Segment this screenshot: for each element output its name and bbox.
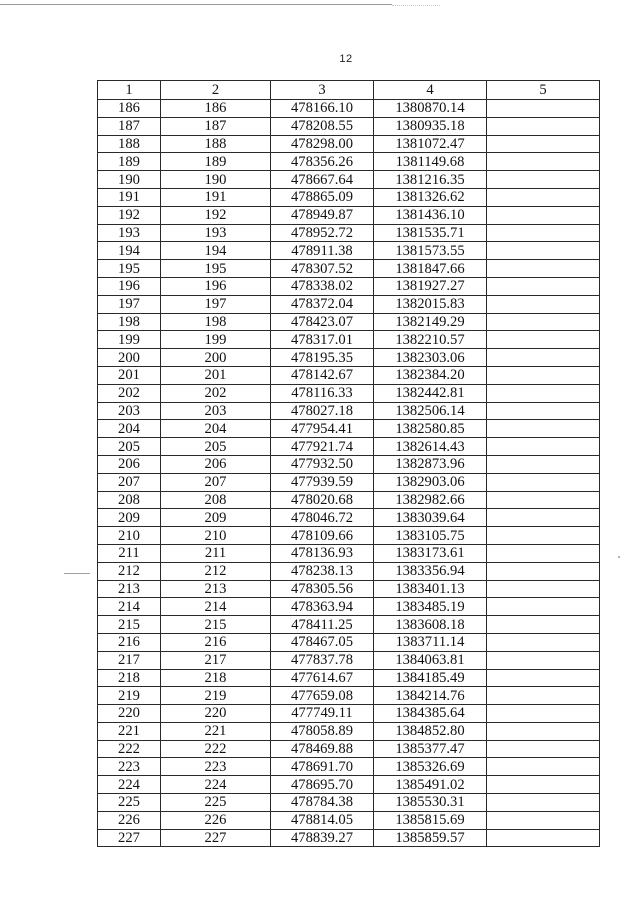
- y-coordinate-cell: 1385815.69: [374, 811, 487, 829]
- note-cell: [487, 722, 600, 740]
- x-coordinate-cell: 478952.72: [271, 224, 374, 242]
- note-cell: [487, 669, 600, 687]
- y-coordinate-cell: 1382873.96: [374, 455, 487, 473]
- row-number-cell: 191: [98, 188, 161, 206]
- row-number-cell: 189: [98, 153, 161, 171]
- x-coordinate-cell: 478372.04: [271, 295, 374, 313]
- row-number-cell: 224: [98, 776, 161, 794]
- note-cell: [487, 616, 600, 634]
- x-coordinate-cell: 478136.93: [271, 544, 374, 562]
- x-coordinate-cell: 478020.68: [271, 491, 374, 509]
- row-number-cell: 200: [98, 349, 161, 367]
- scan-margin-mark: [64, 573, 90, 574]
- table-row: [98, 633, 600, 651]
- x-coordinate-cell: 478109.66: [271, 527, 374, 545]
- x-coordinate-cell: 478363.94: [271, 598, 374, 616]
- table-row: [98, 598, 600, 616]
- note-cell: [487, 438, 600, 456]
- note-cell: [487, 527, 600, 545]
- note-cell: [487, 544, 600, 562]
- y-coordinate-cell: 1384214.76: [374, 687, 487, 705]
- row-number-cell: 210: [98, 527, 161, 545]
- row-number-cell: 194: [98, 242, 161, 260]
- point-number-cell: 209: [161, 509, 271, 527]
- x-coordinate-cell: 478865.09: [271, 188, 374, 206]
- y-coordinate-cell: 1383711.14: [374, 633, 487, 651]
- x-coordinate-cell: 477614.67: [271, 669, 374, 687]
- point-number-cell: 194: [161, 242, 271, 260]
- y-coordinate-cell: 1382614.43: [374, 438, 487, 456]
- row-number-cell: 190: [98, 171, 161, 189]
- table-row: [98, 491, 600, 509]
- note-cell: [487, 562, 600, 580]
- column-header-5: 5: [487, 81, 600, 100]
- x-coordinate-cell: 478839.27: [271, 829, 374, 847]
- point-number-cell: 219: [161, 687, 271, 705]
- point-number-cell: 192: [161, 206, 271, 224]
- table-row: [98, 651, 600, 669]
- table-row: [98, 776, 600, 794]
- y-coordinate-cell: 1381149.68: [374, 153, 487, 171]
- table-row: [98, 100, 600, 118]
- note-cell: [487, 188, 600, 206]
- note-cell: [487, 402, 600, 420]
- y-coordinate-cell: 1384185.49: [374, 669, 487, 687]
- note-cell: [487, 687, 600, 705]
- x-coordinate-cell: 478238.13: [271, 562, 374, 580]
- row-number-cell: 195: [98, 260, 161, 278]
- table-row: [98, 313, 600, 331]
- point-number-cell: 206: [161, 455, 271, 473]
- y-coordinate-cell: 1382015.83: [374, 295, 487, 313]
- table-row: [98, 794, 600, 812]
- page-number: 12: [339, 53, 353, 65]
- y-coordinate-cell: 1385491.02: [374, 776, 487, 794]
- row-number-cell: 223: [98, 758, 161, 776]
- row-number-cell: 197: [98, 295, 161, 313]
- point-number-cell: 200: [161, 349, 271, 367]
- row-number-cell: 205: [98, 438, 161, 456]
- table-row: [98, 455, 600, 473]
- point-number-cell: 220: [161, 705, 271, 723]
- table-header-row: [98, 81, 600, 100]
- x-coordinate-cell: 478784.38: [271, 794, 374, 812]
- x-coordinate-cell: 478208.55: [271, 117, 374, 135]
- row-number-cell: 193: [98, 224, 161, 242]
- note-cell: [487, 811, 600, 829]
- x-coordinate-cell: 478166.10: [271, 100, 374, 118]
- y-coordinate-cell: 1382982.66: [374, 491, 487, 509]
- table-row: [98, 366, 600, 384]
- x-coordinate-cell: 477659.08: [271, 687, 374, 705]
- y-coordinate-cell: 1383039.64: [374, 509, 487, 527]
- y-coordinate-cell: 1382210.57: [374, 331, 487, 349]
- header-rule-faint: [392, 5, 440, 6]
- table-header: [98, 81, 600, 100]
- point-number-cell: 202: [161, 384, 271, 402]
- table-row: [98, 473, 600, 491]
- row-number-cell: 202: [98, 384, 161, 402]
- point-number-cell: 213: [161, 580, 271, 598]
- y-coordinate-cell: 1381847.66: [374, 260, 487, 278]
- y-coordinate-cell: 1381927.27: [374, 277, 487, 295]
- note-cell: [487, 171, 600, 189]
- point-number-cell: 188: [161, 135, 271, 153]
- note-cell: [487, 705, 600, 723]
- x-coordinate-cell: 478469.88: [271, 740, 374, 758]
- row-number-cell: 211: [98, 544, 161, 562]
- x-coordinate-cell: 478195.35: [271, 349, 374, 367]
- point-number-cell: 199: [161, 331, 271, 349]
- table-row: [98, 277, 600, 295]
- table-row: [98, 740, 600, 758]
- y-coordinate-cell: 1384063.81: [374, 651, 487, 669]
- column-header-4: 4: [374, 81, 487, 100]
- row-number-cell: 199: [98, 331, 161, 349]
- y-coordinate-cell: 1383105.75: [374, 527, 487, 545]
- y-coordinate-cell: 1381326.62: [374, 188, 487, 206]
- y-coordinate-cell: 1383173.61: [374, 544, 487, 562]
- table-row: [98, 117, 600, 135]
- table-row: [98, 616, 600, 634]
- row-number-cell: 188: [98, 135, 161, 153]
- point-number-cell: 204: [161, 420, 271, 438]
- x-coordinate-cell: 477749.11: [271, 705, 374, 723]
- point-number-cell: 226: [161, 811, 271, 829]
- point-number-cell: 187: [161, 117, 271, 135]
- table-row: [98, 171, 600, 189]
- note-cell: [487, 135, 600, 153]
- row-number-cell: 220: [98, 705, 161, 723]
- y-coordinate-cell: 1381072.47: [374, 135, 487, 153]
- note-cell: [487, 758, 600, 776]
- x-coordinate-cell: 478142.67: [271, 366, 374, 384]
- point-number-cell: 195: [161, 260, 271, 278]
- point-number-cell: 227: [161, 829, 271, 847]
- row-number-cell: 198: [98, 313, 161, 331]
- y-coordinate-cell: 1385377.47: [374, 740, 487, 758]
- y-coordinate-cell: 1380935.18: [374, 117, 487, 135]
- row-number-cell: 225: [98, 794, 161, 812]
- row-number-cell: 212: [98, 562, 161, 580]
- x-coordinate-cell: 478423.07: [271, 313, 374, 331]
- table-row: [98, 206, 600, 224]
- table-row: [98, 242, 600, 260]
- row-number-cell: 215: [98, 616, 161, 634]
- point-number-cell: 221: [161, 722, 271, 740]
- note-cell: [487, 740, 600, 758]
- table-row: [98, 349, 600, 367]
- table-row: [98, 562, 600, 580]
- table-row: [98, 509, 600, 527]
- note-cell: [487, 491, 600, 509]
- y-coordinate-cell: 1383356.94: [374, 562, 487, 580]
- x-coordinate-cell: 477932.50: [271, 455, 374, 473]
- note-cell: [487, 366, 600, 384]
- row-number-cell: 216: [98, 633, 161, 651]
- note-cell: [487, 260, 600, 278]
- x-coordinate-cell: 478814.05: [271, 811, 374, 829]
- table-row: [98, 705, 600, 723]
- x-coordinate-cell: 477921.74: [271, 438, 374, 456]
- table-row: [98, 153, 600, 171]
- point-number-cell: 208: [161, 491, 271, 509]
- y-coordinate-cell: 1381573.55: [374, 242, 487, 260]
- point-number-cell: 217: [161, 651, 271, 669]
- note-cell: [487, 776, 600, 794]
- point-number-cell: 205: [161, 438, 271, 456]
- y-coordinate-cell: 1382442.81: [374, 384, 487, 402]
- y-coordinate-cell: 1380870.14: [374, 100, 487, 118]
- table-row: [98, 402, 600, 420]
- column-header-3: 3: [271, 81, 374, 100]
- row-number-cell: 201: [98, 366, 161, 384]
- x-coordinate-cell: 478046.72: [271, 509, 374, 527]
- x-coordinate-cell: 478307.52: [271, 260, 374, 278]
- y-coordinate-cell: 1384385.64: [374, 705, 487, 723]
- x-coordinate-cell: 478667.64: [271, 171, 374, 189]
- note-cell: [487, 651, 600, 669]
- row-number-cell: 209: [98, 509, 161, 527]
- point-number-cell: 224: [161, 776, 271, 794]
- x-coordinate-cell: 478298.00: [271, 135, 374, 153]
- y-coordinate-cell: 1383401.13: [374, 580, 487, 598]
- table-row: [98, 384, 600, 402]
- row-number-cell: 213: [98, 580, 161, 598]
- y-coordinate-cell: 1385859.57: [374, 829, 487, 847]
- x-coordinate-cell: 478317.01: [271, 331, 374, 349]
- point-number-cell: 225: [161, 794, 271, 812]
- note-cell: [487, 580, 600, 598]
- point-number-cell: 190: [161, 171, 271, 189]
- x-coordinate-cell: 478356.26: [271, 153, 374, 171]
- x-coordinate-cell: 478949.87: [271, 206, 374, 224]
- x-coordinate-cell: 478338.02: [271, 277, 374, 295]
- point-number-cell: 222: [161, 740, 271, 758]
- note-cell: [487, 384, 600, 402]
- table-row: [98, 687, 600, 705]
- x-coordinate-cell: 477939.59: [271, 473, 374, 491]
- note-cell: [487, 794, 600, 812]
- point-number-cell: 203: [161, 402, 271, 420]
- x-coordinate-cell: 478411.25: [271, 616, 374, 634]
- note-cell: [487, 242, 600, 260]
- point-number-cell: 218: [161, 669, 271, 687]
- table-row: [98, 544, 600, 562]
- point-number-cell: 186: [161, 100, 271, 118]
- y-coordinate-cell: 1383608.18: [374, 616, 487, 634]
- x-coordinate-cell: 478695.70: [271, 776, 374, 794]
- x-coordinate-cell: 478911.38: [271, 242, 374, 260]
- point-number-cell: 211: [161, 544, 271, 562]
- y-coordinate-cell: 1381535.71: [374, 224, 487, 242]
- y-coordinate-cell: 1382149.29: [374, 313, 487, 331]
- row-number-cell: 204: [98, 420, 161, 438]
- table-row: [98, 811, 600, 829]
- table-row: [98, 135, 600, 153]
- point-number-cell: 216: [161, 633, 271, 651]
- y-coordinate-cell: 1382384.20: [374, 366, 487, 384]
- note-cell: [487, 349, 600, 367]
- table-row: [98, 580, 600, 598]
- y-coordinate-cell: 1382903.06: [374, 473, 487, 491]
- row-number-cell: 192: [98, 206, 161, 224]
- point-number-cell: 212: [161, 562, 271, 580]
- coordinates-table: [97, 80, 600, 847]
- point-number-cell: 189: [161, 153, 271, 171]
- x-coordinate-cell: 478058.89: [271, 722, 374, 740]
- note-cell: [487, 331, 600, 349]
- table-row: [98, 829, 600, 847]
- note-cell: [487, 224, 600, 242]
- x-coordinate-cell: 478027.18: [271, 402, 374, 420]
- table-row: [98, 188, 600, 206]
- y-coordinate-cell: 1381436.10: [374, 206, 487, 224]
- point-number-cell: 191: [161, 188, 271, 206]
- row-number-cell: 207: [98, 473, 161, 491]
- note-cell: [487, 277, 600, 295]
- table-row: [98, 722, 600, 740]
- row-number-cell: 221: [98, 722, 161, 740]
- row-number-cell: 208: [98, 491, 161, 509]
- row-number-cell: 227: [98, 829, 161, 847]
- x-coordinate-cell: 477954.41: [271, 420, 374, 438]
- point-number-cell: 214: [161, 598, 271, 616]
- note-cell: [487, 313, 600, 331]
- scan-dot-mark: [618, 556, 620, 558]
- table-body: [98, 100, 600, 847]
- note-cell: [487, 117, 600, 135]
- x-coordinate-cell: 478691.70: [271, 758, 374, 776]
- y-coordinate-cell: 1384852.80: [374, 722, 487, 740]
- row-number-cell: 222: [98, 740, 161, 758]
- point-number-cell: 207: [161, 473, 271, 491]
- y-coordinate-cell: 1385326.69: [374, 758, 487, 776]
- column-header-2: 2: [161, 81, 271, 100]
- point-number-cell: 201: [161, 366, 271, 384]
- row-number-cell: 206: [98, 455, 161, 473]
- note-cell: [487, 473, 600, 491]
- header-rule: [0, 4, 392, 5]
- note-cell: [487, 295, 600, 313]
- row-number-cell: 187: [98, 117, 161, 135]
- point-number-cell: 215: [161, 616, 271, 634]
- note-cell: [487, 598, 600, 616]
- note-cell: [487, 420, 600, 438]
- x-coordinate-cell: 478116.33: [271, 384, 374, 402]
- x-coordinate-cell: 478467.05: [271, 633, 374, 651]
- point-number-cell: 223: [161, 758, 271, 776]
- note-cell: [487, 206, 600, 224]
- point-number-cell: 196: [161, 277, 271, 295]
- y-coordinate-cell: 1382303.06: [374, 349, 487, 367]
- column-header-1: 1: [98, 81, 161, 100]
- y-coordinate-cell: 1383485.19: [374, 598, 487, 616]
- table-row: [98, 758, 600, 776]
- note-cell: [487, 829, 600, 847]
- y-coordinate-cell: 1385530.31: [374, 794, 487, 812]
- table-row: [98, 260, 600, 278]
- point-number-cell: 198: [161, 313, 271, 331]
- row-number-cell: 214: [98, 598, 161, 616]
- note-cell: [487, 455, 600, 473]
- note-cell: [487, 153, 600, 171]
- table-row: [98, 331, 600, 349]
- x-coordinate-cell: 478305.56: [271, 580, 374, 598]
- table-row: [98, 224, 600, 242]
- row-number-cell: 203: [98, 402, 161, 420]
- table-row: [98, 420, 600, 438]
- table-row: [98, 438, 600, 456]
- row-number-cell: 219: [98, 687, 161, 705]
- note-cell: [487, 509, 600, 527]
- note-cell: [487, 633, 600, 651]
- point-number-cell: 210: [161, 527, 271, 545]
- table-row: [98, 527, 600, 545]
- table-row: [98, 669, 600, 687]
- y-coordinate-cell: 1382580.85: [374, 420, 487, 438]
- x-coordinate-cell: 477837.78: [271, 651, 374, 669]
- row-number-cell: 226: [98, 811, 161, 829]
- table-row: [98, 295, 600, 313]
- y-coordinate-cell: 1382506.14: [374, 402, 487, 420]
- row-number-cell: 218: [98, 669, 161, 687]
- point-number-cell: 193: [161, 224, 271, 242]
- row-number-cell: 186: [98, 100, 161, 118]
- note-cell: [487, 100, 600, 118]
- row-number-cell: 217: [98, 651, 161, 669]
- point-number-cell: 197: [161, 295, 271, 313]
- y-coordinate-cell: 1381216.35: [374, 171, 487, 189]
- row-number-cell: 196: [98, 277, 161, 295]
